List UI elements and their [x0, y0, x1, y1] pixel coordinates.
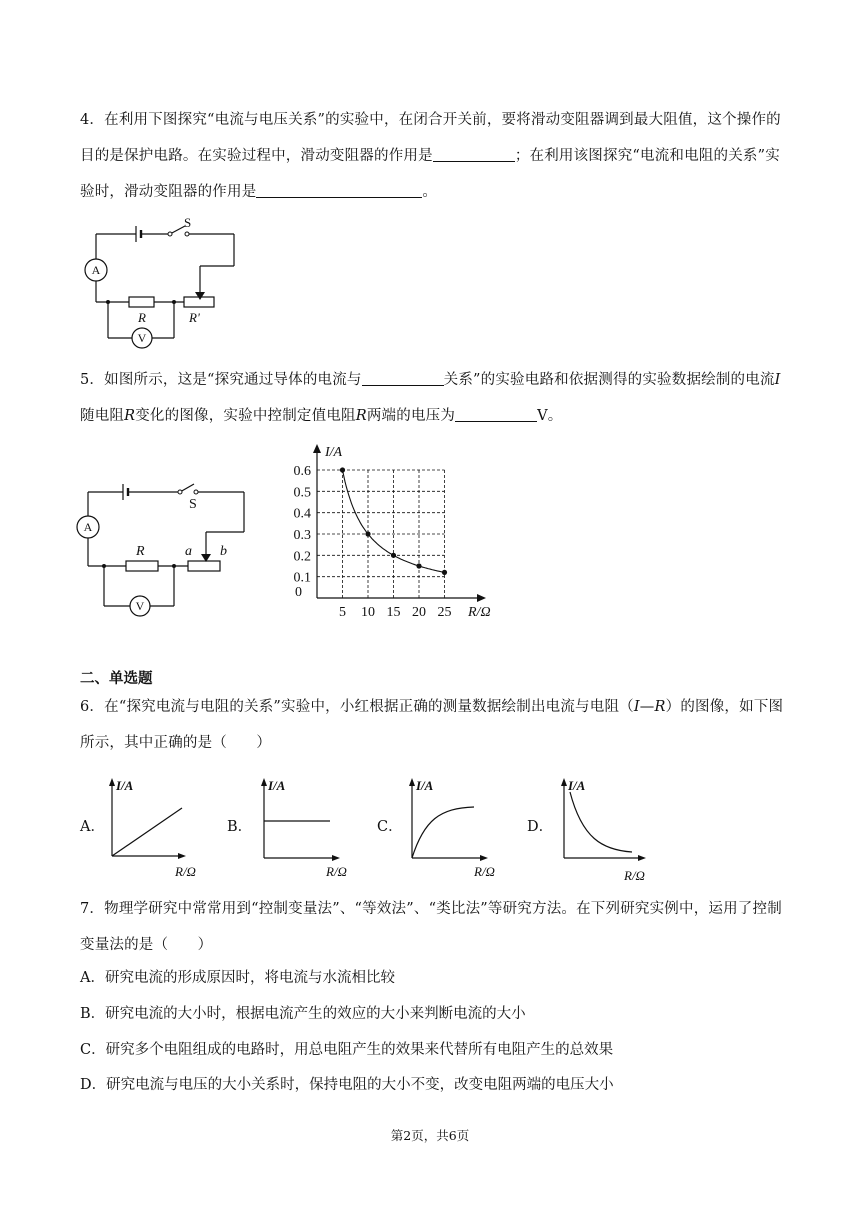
option-a-label[interactable]: A．: [80, 819, 105, 835]
end-a-label: a: [185, 544, 192, 559]
x-tick-label-0: 5: [339, 605, 346, 620]
q6-text-1: 6．在“探究电流与电阻的关系”实验中，小红根据正确的测量数据绘制出电流与电阻（: [80, 699, 634, 715]
q4-blank-1[interactable]: [433, 145, 515, 162]
q5-text-part5: 两端的电压为: [366, 408, 456, 424]
chart-y-label: I/A: [325, 445, 343, 460]
q4-text-part3: 。: [422, 184, 438, 200]
x-tick-label-2: 15: [386, 605, 401, 620]
q4-circuit-diagram: [76, 212, 246, 352]
q6-text-2: ）的图像，如下图所示，其中正确的是（ ）: [80, 699, 784, 751]
question-7-text: 7．物理学研究中常常用到“控制变量法”、“等效法”、“类比法”等研究方法。在下列研究实例中，运用了控制变量法的是（ ）: [80, 901, 782, 953]
q5-text-part2: 关系”的实验电路和依据测得的实验数据绘制的电流: [443, 372, 775, 388]
option-b-label[interactable]: B．: [227, 819, 253, 835]
svg-text:R/Ω: R/Ω: [175, 864, 196, 879]
chart-x-label: R/Ω: [468, 605, 491, 620]
q6-dash: —: [639, 699, 655, 715]
q6-var-R: R: [654, 699, 666, 715]
y-tick-label-6: 0.6: [293, 464, 311, 479]
saturating-curve: [412, 807, 474, 858]
y-tick-label-0: 0: [295, 585, 302, 600]
slider-arrow: [195, 292, 205, 300]
ammeter-label: A: [91, 263, 101, 277]
svg-text:R/Ω: R/Ω: [624, 868, 645, 882]
svg-text:I/A: I/A: [268, 778, 286, 793]
question-5-text: [80, 362, 785, 434]
q4-text-part2: ；在利用该图探究“电流和电阻的关系”实验时，滑动变阻器的作用是: [80, 148, 780, 200]
decreasing-curve: [570, 792, 632, 852]
option-d-graph[interactable]: [552, 772, 672, 882]
q5-current-resistance-chart: [280, 440, 505, 625]
y-tick-label-2: 0.2: [293, 549, 311, 565]
q7-option-c[interactable]: C．研究多个电阻组成的电路时，用总电阻产生的效果来代替所有电阻产生的总效果: [80, 1042, 614, 1058]
svg-text:R/Ω: R/Ω: [326, 864, 347, 879]
q5-blank-2[interactable]: [455, 405, 537, 422]
option-b-graph[interactable]: [252, 772, 372, 882]
rheostat-label: R': [189, 310, 200, 325]
x-tick-label-3: 20: [412, 605, 426, 620]
x-tick-label-4: 25: [437, 605, 452, 620]
section-title: 二、单选题: [80, 670, 153, 687]
voltmeter-label: V: [137, 331, 147, 345]
option-d-label[interactable]: D．: [527, 819, 554, 835]
question-4-text: [80, 102, 785, 210]
y-tick-label-5: 0.5: [293, 485, 311, 501]
option-a-graph[interactable]: [100, 772, 220, 882]
y-tick-label-4: 0.4: [293, 506, 311, 522]
q4-text-part1: 4．在利用下图探究“电流与电压关系”的实验中，在闭合开关前，要将滑动变阻器调到最大阻值，这个操作的目的是保护电路。在实验过程中，滑动变阻器的作用是: [80, 112, 781, 164]
ammeter-label: A: [83, 520, 93, 534]
q5-blank-1[interactable]: [362, 369, 444, 386]
linear-line: [112, 808, 182, 856]
switch-blade: [170, 226, 185, 234]
data-point-2: [391, 553, 396, 558]
svg-text:I/A: I/A: [116, 778, 134, 793]
switch-label: S: [184, 215, 192, 230]
q7-option-a[interactable]: A．研究电流的形成原因时，将电流与水流相比较: [80, 970, 395, 986]
q4-blank-2[interactable]: [256, 181, 422, 198]
q7-option-b[interactable]: B．研究电流的大小时，根据电流产生的效应的大小来判断电流的大小: [80, 1006, 526, 1022]
end-b-label: b: [220, 544, 227, 559]
y-tick-label-1: 0.1: [293, 570, 311, 586]
q5-text-part4: 变化的图像，实验中控制定值电阻: [135, 408, 356, 424]
option-c-label[interactable]: C．: [377, 819, 403, 835]
question-6-text: [80, 689, 785, 761]
switch-label: S: [189, 497, 197, 512]
svg-text:I/A: I/A: [416, 778, 434, 793]
resistor-label: R: [138, 310, 146, 325]
q5-var-R: R: [124, 408, 136, 424]
y-axis-arrow: [313, 444, 321, 453]
option-c-graph[interactable]: [400, 772, 520, 882]
svg-text:I/A: I/A: [568, 778, 586, 793]
data-point-3: [416, 563, 421, 568]
data-point-0: [340, 467, 345, 472]
resistor-label: R: [136, 544, 145, 559]
x-tick-label-1: 10: [361, 605, 375, 620]
x-axis-arrow: [477, 594, 486, 602]
q5-text-part3: 随电阻: [80, 408, 125, 424]
q5-var-R2: R: [355, 408, 367, 424]
q5-circuit-diagram: [76, 478, 256, 618]
page-footer: 第2页，共6页: [390, 1128, 470, 1143]
y-tick-label-3: 0.3: [293, 528, 311, 543]
data-point-1: [365, 531, 370, 536]
q5-text-part1: 5．如图所示，这是“探究通过导体的电流与: [80, 372, 362, 388]
q7-option-d[interactable]: D．研究电流与电压的大小关系时，保持电阻的大小不变，改变电阻两端的电压大小: [80, 1077, 614, 1093]
q5-text-part6: V。: [537, 408, 563, 424]
svg-text:R/Ω: R/Ω: [474, 864, 495, 879]
voltmeter-label: V: [135, 599, 145, 613]
q6-var-I: I: [633, 699, 640, 715]
q5-var-I: I: [774, 372, 781, 388]
data-point-4: [442, 570, 447, 575]
